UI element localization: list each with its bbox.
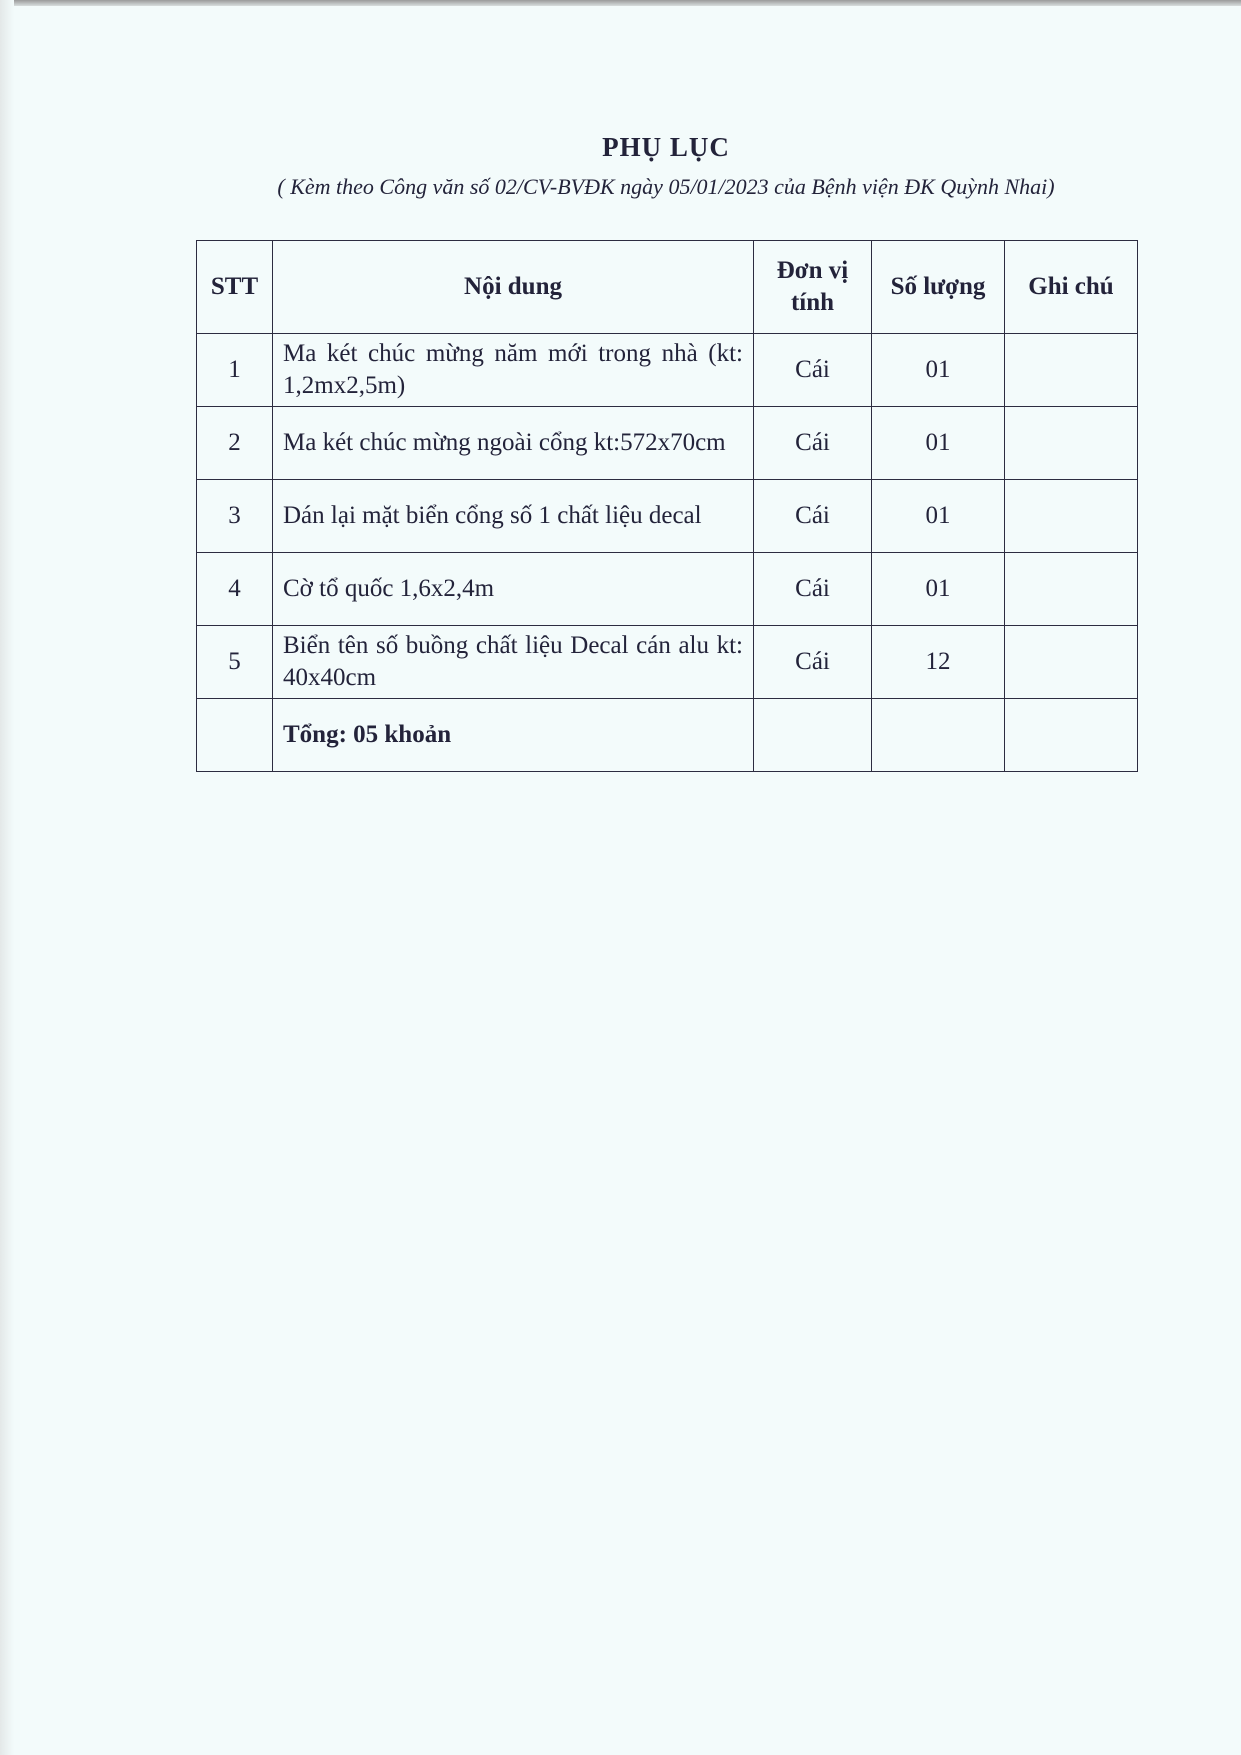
total-note <box>1005 699 1138 772</box>
header-stt: STT <box>197 241 273 334</box>
document-subtitle: ( Kèm theo Công văn số 02/CV-BVĐK ngày 05/01/2023 của Bệnh viện ĐK Quỳnh Nhai) <box>277 174 1055 199</box>
row-content: Biển tên số buồng chất liệu Decal cán alu kt: 40x40cm <box>273 626 754 699</box>
row-unit: Cái <box>754 480 872 553</box>
row-content: Ma két chúc mừng ngoài cổng kt:572x70cm <box>273 407 754 480</box>
total-unit <box>754 699 872 772</box>
row-note <box>1005 407 1138 480</box>
row-quantity: 01 <box>872 480 1005 553</box>
row-content: Ma két chúc mừng năm mới trong nhà (kt: 1,2mx2,5m) <box>273 334 754 407</box>
total-quantity <box>872 699 1005 772</box>
row-content: Dán lại mặt biển cổng số 1 chất liệu decal <box>273 480 754 553</box>
row-stt: 3 <box>197 480 273 553</box>
header-quantity: Số lượng <box>872 241 1005 334</box>
table-total-row <box>197 699 1138 772</box>
row-quantity: 01 <box>872 334 1005 407</box>
total-content: Tổng: 05 khoản <box>273 699 754 772</box>
row-quantity: 12 <box>872 626 1005 699</box>
table-row <box>197 407 1138 480</box>
header-content: Nội dung <box>273 241 754 334</box>
table-row <box>197 334 1138 407</box>
row-stt: 4 <box>197 553 273 626</box>
document-title: PHỤ LỤC <box>602 132 730 162</box>
scan-edge-top <box>0 0 1241 6</box>
row-unit: Cái <box>754 334 872 407</box>
row-note <box>1005 480 1138 553</box>
row-quantity: 01 <box>872 407 1005 480</box>
row-content: Cờ tổ quốc 1,6x2,4m <box>273 553 754 626</box>
appendix-table <box>196 240 1138 772</box>
row-stt: 1 <box>197 334 273 407</box>
row-note <box>1005 553 1138 626</box>
row-unit: Cái <box>754 626 872 699</box>
scan-edge-left <box>0 0 14 1755</box>
header-unit: Đơn vị tính <box>754 241 872 334</box>
row-quantity: 01 <box>872 553 1005 626</box>
row-stt: 2 <box>197 407 273 480</box>
row-note <box>1005 626 1138 699</box>
header-note: Ghi chú <box>1005 241 1138 334</box>
table-row <box>197 553 1138 626</box>
row-unit: Cái <box>754 553 872 626</box>
table-row <box>197 626 1138 699</box>
total-stt <box>197 699 273 772</box>
row-unit: Cái <box>754 407 872 480</box>
row-stt: 5 <box>197 626 273 699</box>
table-header-row <box>197 241 1138 334</box>
row-note <box>1005 334 1138 407</box>
table-row <box>197 480 1138 553</box>
